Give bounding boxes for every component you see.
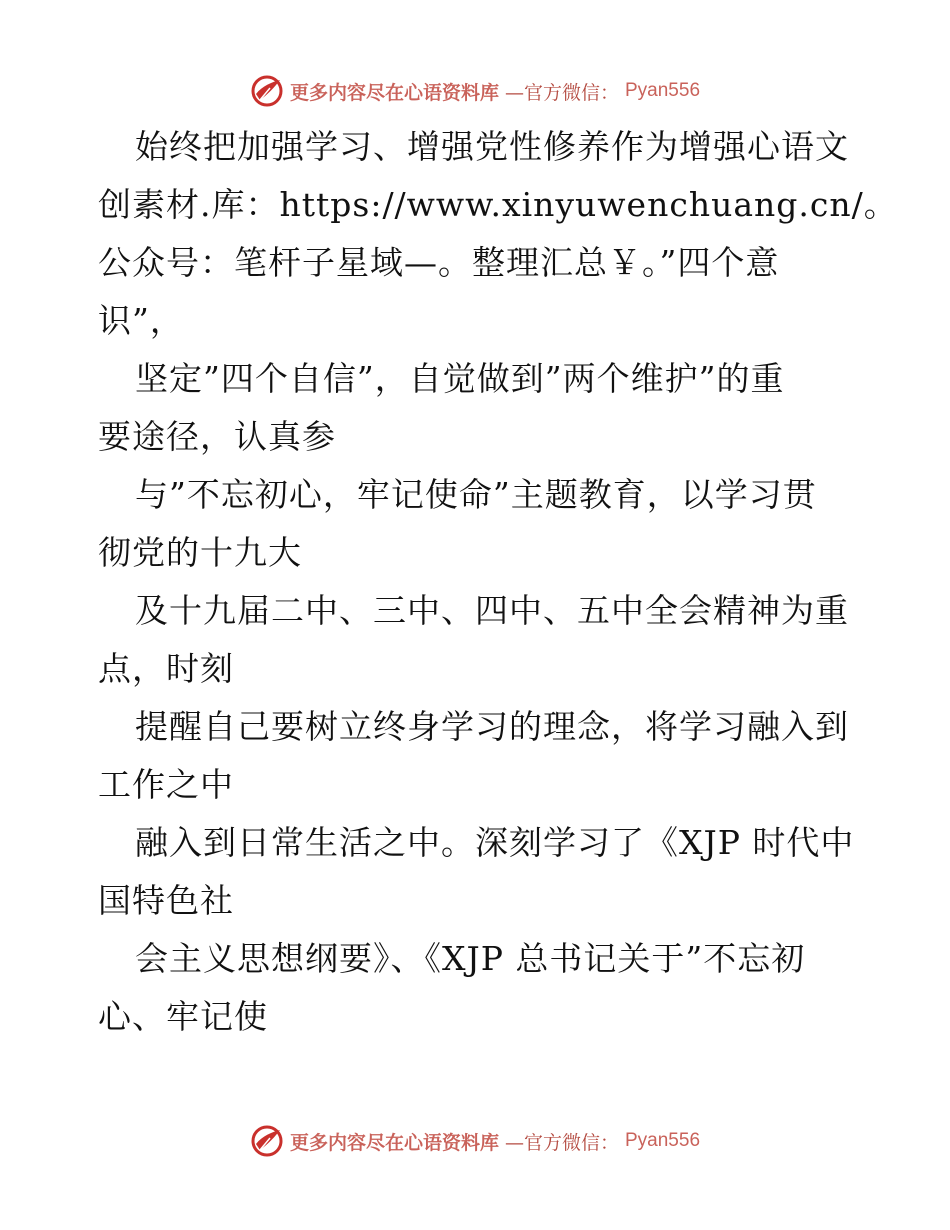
paragraph-line: 坚定”四个自信”，自觉做到”两个维护”的重 [135, 359, 785, 398]
paragraph-line: 工作之中 [98, 765, 234, 804]
paragraph-line: 提醒自己要树立终身学习的理念，将学习融入到 [135, 707, 849, 746]
paragraph-line: 彻党的十九大 [98, 533, 302, 572]
paragraph-line: 始终把加强学习、增强党性修养作为增强心语文 [135, 127, 849, 166]
banner-wechat-label: —官方微信： [504, 81, 619, 104]
red-quill-logo-icon [250, 74, 284, 108]
banner-site-name: 更多内容尽在心语资料库 [289, 81, 499, 104]
paragraph-line: 与”不忘初心，牢记使命”主题教育，以学习贯 [135, 475, 817, 514]
paragraph-line: 融入到日常生活之中。深刻学习了《XJP 时代中 [135, 823, 855, 862]
paragraph-line: 公众号：笔杆子星域—。整理汇总￥。”四个意 [98, 243, 780, 282]
paragraph-line: 及十九届二中、三中、四中、五中全会精神为重 [135, 591, 849, 630]
banner-wechat-id: Pyan556 [625, 1130, 701, 1151]
banner-site-name: 更多内容尽在心语资料库 [289, 1131, 499, 1154]
paragraph-line: 心、牢记使 [98, 997, 268, 1036]
banner-wechat-id: Pyan556 [625, 80, 701, 101]
header-banner [0, 71, 950, 111]
paragraph-line: 要途径，认真参 [98, 417, 336, 456]
paragraph-line: 国特色社 [98, 881, 234, 920]
paragraph-line: 点，时刻 [98, 649, 234, 688]
footer-banner [0, 1121, 950, 1161]
paragraph-line: 会主义思想纲要》、《XJP 总书记关于”不忘初 [135, 939, 806, 978]
paragraph-line: 识”， [98, 301, 184, 340]
red-quill-logo-icon [250, 1124, 284, 1158]
banner-wechat-label: —官方微信： [504, 1131, 619, 1154]
document-body [98, 118, 898, 1046]
paragraph-line: 创素材.库：https://www.xinyuwenchuang.cn/。 [98, 185, 898, 224]
